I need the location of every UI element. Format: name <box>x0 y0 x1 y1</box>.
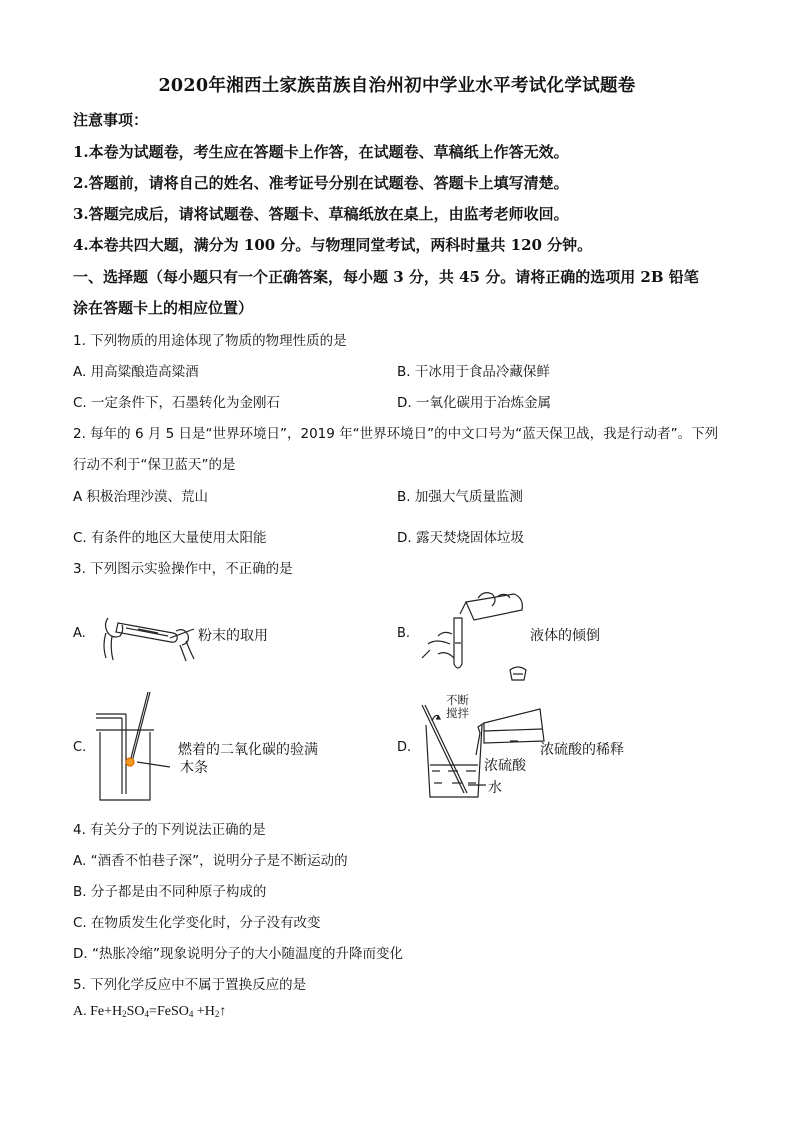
powder-transfer-figure <box>98 603 198 663</box>
q3-option-a-caption: 粉末的取用 <box>198 628 268 644</box>
gas-bottle-figure <box>92 690 172 802</box>
q2-option-b: B. 加强大气质量监测 <box>397 489 523 505</box>
q3-option-b-letter: B. <box>397 626 411 641</box>
section1-heading-line2: 涂在答题卡上的相应位置） <box>73 299 254 317</box>
q3-stem: 3. 下列图示实验操作中，不正确的是 <box>73 561 293 577</box>
notice-item-2: 2.答题前，请将自己的姓名、准考证号分别在试题卷、答题卡上填写清楚。 <box>73 174 569 192</box>
q1-option-d: D. 一氧化碳用于冶炼金属 <box>397 395 551 411</box>
q3-option-d-water-label: 水 <box>488 780 502 796</box>
liquid-pouring-figure <box>418 588 533 688</box>
notice-item-1: 1.本卷为试题卷，考生应在答题卡上作答，在试题卷、草稿纸上作答无效。 <box>73 143 569 161</box>
page-title: 2020年湘西土家族苗族自治州初中学业水平考试化学试题卷 <box>158 76 636 96</box>
notice-item-3: 3.答题完成后，请将试题卷、答题卡、草稿纸放在桌上，由监考老师收回。 <box>73 205 569 223</box>
notice-heading: 注意事项： <box>73 111 149 129</box>
q5-option-a <box>73 1004 226 1020</box>
q3-option-c-letter: C. <box>73 740 87 755</box>
q4-option-b: B. 分子都是由不同种原子构成的 <box>73 884 267 900</box>
q3-option-d-letter: D. <box>397 740 412 755</box>
q3-option-a-letter: A. <box>73 626 86 641</box>
q2-option-a: A 积极治理沙漠、荒山 <box>73 489 209 505</box>
q3-option-d-stir-label-1: 不断 <box>446 693 469 707</box>
section1-heading-line1: 一、选择题（每小题只有一个正确答案，每小题 3 分，共 45 分。请将正确的选项用 2B 铅笔 <box>73 268 699 286</box>
notice-item-4: 4.本卷共四大题，满分为 100 分。与物理同堂考试，两科时量共 120 分钟。 <box>73 236 593 254</box>
q3-option-c-stick-label: 木条 <box>180 760 208 776</box>
q5-option-a-prefix: A. <box>73 1004 87 1019</box>
q1-option-a: A. 用高粱酿造高粱酒 <box>73 364 199 380</box>
q5-option-a-formula: $Fe+H_2SO_4=FeSO_4$ $+H_2↑$ <box>90 1004 227 1019</box>
q5-stem: 5. 下列化学反应中不属于置换反应的是 <box>73 977 307 993</box>
q4-option-c: C. 在物质发生化学变化时，分子没有改变 <box>73 915 321 931</box>
q4-option-a: A. “酒香不怕巷子深”，说明分子是不断运动的 <box>73 853 348 869</box>
q1-stem: 1. 下列物质的用途体现了物质的物理性质的是 <box>73 333 347 349</box>
q3-option-d-stir-label-2: 搅拌 <box>446 706 469 720</box>
q2-stem-line1: 2. 每年的 6 月 5 日是“世界环境日”，2019 年“世界环境日”的中文口号为“蓝天保卫战，我是行动者”。下列 <box>73 426 719 442</box>
q4-option-d: D. “热胀冷缩”现象说明分子的大小随温度的升降而变化 <box>73 946 403 962</box>
q1-option-c: C. 一定条件下，石墨转化为金刚石 <box>73 395 281 411</box>
q2-stem-line2: 行动不利于“保卫蓝天”的是 <box>73 457 236 473</box>
q4-stem: 4. 有关分子的下列说法正确的是 <box>73 822 266 838</box>
q1-option-b: B. 干冰用于食品冷藏保鲜 <box>397 364 550 380</box>
q2-option-c: C. 有条件的地区大量使用太阳能 <box>73 530 267 546</box>
acid-dilution-figure <box>418 697 548 805</box>
q2-option-d: D. 露天焚烧固体垃圾 <box>397 530 524 546</box>
q3-option-c-caption: 燃着的二氧化碳的验满 <box>178 742 318 758</box>
q3-option-d-acid-label: 浓硫酸 <box>484 758 526 774</box>
q3-option-b-caption: 液体的倾倒 <box>530 628 600 644</box>
q3-option-d-caption: 浓硫酸的稀释 <box>540 742 624 758</box>
